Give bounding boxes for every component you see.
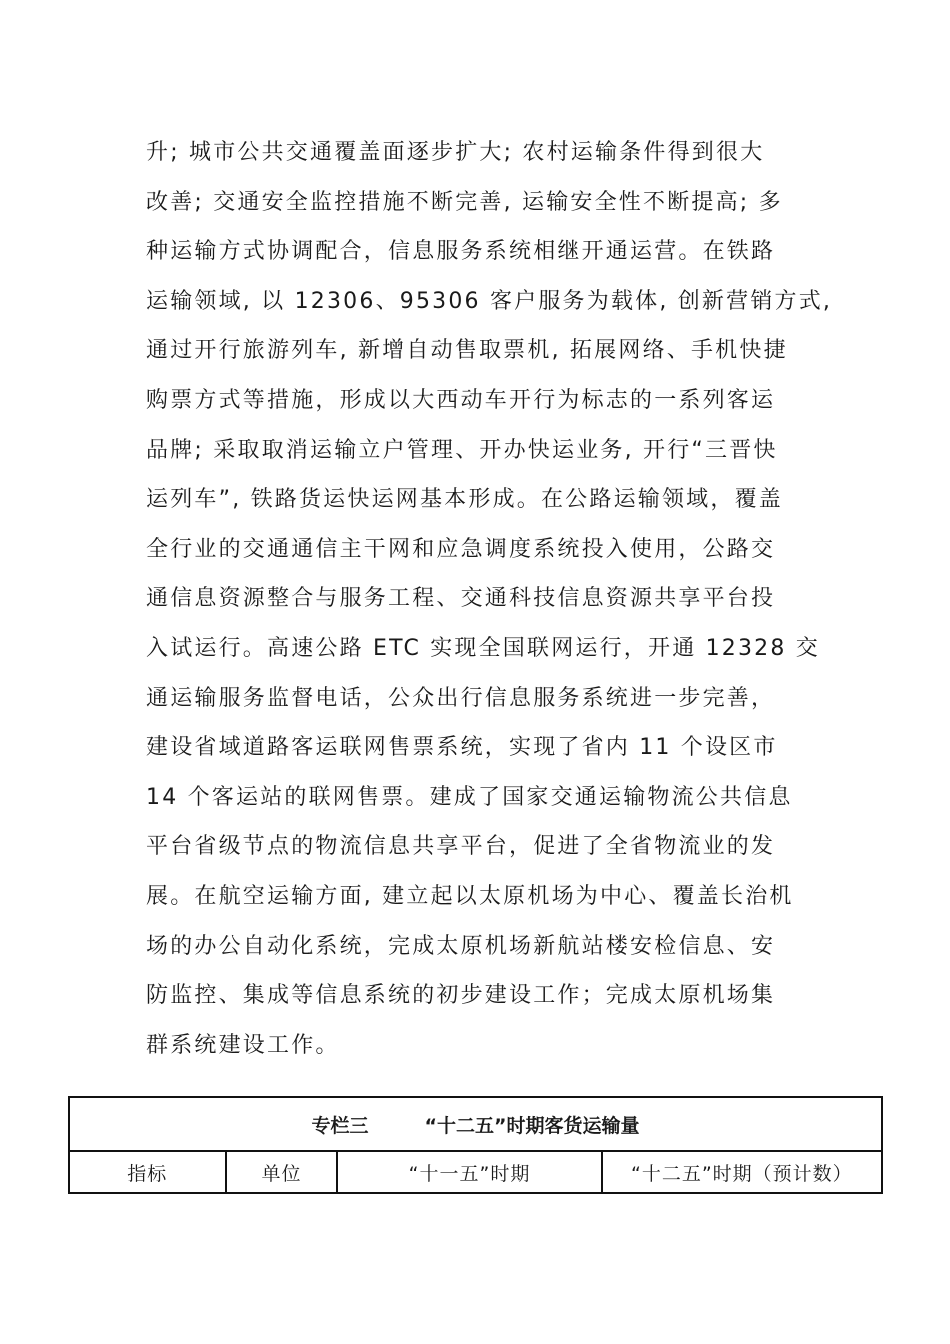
paragraph-line: 全行业的交通通信主干网和应急调度系统投入使用，公路交 bbox=[146, 536, 776, 562]
paragraph-line: 通运输服务监督电话，公众出行信息服务系统进一步完善， bbox=[146, 685, 776, 711]
paragraph-line: 改善; 交通安全监控措施不断完善, 运输安全性不断提高; 多 bbox=[146, 189, 783, 215]
paragraph-line: 防监控、集成等信息系统的初步建设工作；完成太原机场集 bbox=[146, 983, 776, 1009]
column-three-table bbox=[68, 1096, 883, 1194]
header-11th-fyp: “十一五”时期 bbox=[337, 1151, 601, 1193]
header-12th-fyp: “十二五”时期（预计数） bbox=[602, 1151, 882, 1193]
paragraph-line: 群系统建设工作。 bbox=[146, 1032, 340, 1058]
paragraph-line: 升; 城市公共交通覆盖面逐步扩大; 农村运输条件得到很大 bbox=[146, 140, 765, 165]
table-title-main: “十二五”时期客货运输量 bbox=[424, 1114, 640, 1137]
paragraph-line: 购票方式等措施，形成以大西动车开行为标志的一系列客运 bbox=[146, 387, 776, 413]
paragraph-line: 展。在航空运输方面, 建立起以太原机场为中心、覆盖长治机 bbox=[146, 883, 794, 909]
paragraph-line: 场的办公自动化系统，完成太原机场新航站楼安检信息、安 bbox=[146, 933, 776, 959]
table-title-row bbox=[69, 1097, 882, 1151]
paragraph-line: 种运输方式协调配合，信息服务系统相继开通运营。在铁路 bbox=[146, 239, 776, 265]
paragraph-line: 品牌; 采取取消运输立户管理、开办快运业务, 开行“三晋快 bbox=[146, 437, 778, 463]
header-indicator: 指标 bbox=[69, 1151, 226, 1193]
table-title-prefix: 专栏三 bbox=[311, 1114, 369, 1137]
table-title bbox=[69, 1097, 882, 1151]
paragraph-line: 运列车”, 铁路货运快运网基本形成。在公路运输领域，覆盖 bbox=[146, 487, 783, 513]
header-unit: 单位 bbox=[226, 1151, 338, 1193]
paragraph-line: 建设省域道路客运联网售票系统，实现了省内 11 个设区市 bbox=[146, 735, 778, 761]
paragraph-line: 平台省级节点的物流信息共享平台，促进了全省物流业的发 bbox=[146, 834, 776, 860]
body-paragraph bbox=[146, 128, 833, 1070]
paragraph-line: 运输领域, 以 12306、95306 客户服务为载体, 创新营销方式, bbox=[146, 288, 833, 314]
paragraph-line: 通信息资源整合与服务工程、交通科技信息资源共享平台投 bbox=[146, 586, 776, 612]
paragraph-line: 通过开行旅游列车, 新增自动售取票机, 拓展网络、手机快捷 bbox=[146, 338, 788, 364]
table-header-row bbox=[69, 1151, 882, 1193]
paragraph-line: 14 个客运站的联网售票。建成了国家交通运输物流公共信息 bbox=[146, 784, 793, 810]
paragraph-line: 入试运行。高速公路 ETC 实现全国联网运行，开通 12328 交 bbox=[146, 635, 820, 661]
